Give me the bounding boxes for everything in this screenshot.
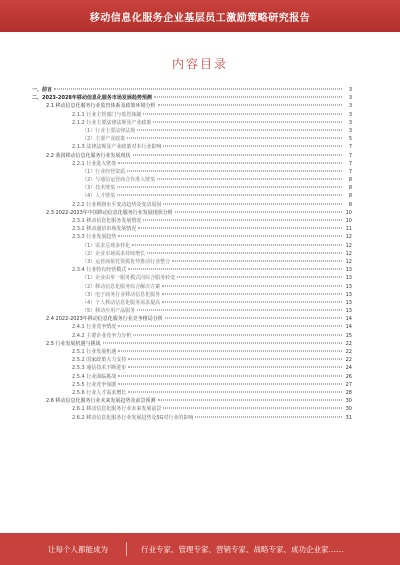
toc-entry-page: 13 [345,299,352,306]
toc-leader-dots [118,375,342,376]
toc-leader-dots [103,342,342,343]
toc-entry[interactable] [32,291,352,299]
toc-entry-text: 2.2.2 行业利润水平变动趋势及变动原因 [72,201,162,208]
toc-leader-dots [137,129,342,130]
toc-entry-page: 8 [348,201,352,208]
toc-entry-text: 2.3 2022-2023年中国移动信息化服务行业发展现状分析 [46,209,173,216]
toc-entry-text: 2.1.1 行业主管部门与监管体制 [72,111,142,118]
toc-entry[interactable] [32,397,352,405]
toc-entry-page: 3 [348,87,352,93]
toc-entry-text: （2）企业市场需求持续增长 [82,250,146,257]
toc-entry-text: 2.5.2 国家政策大力支持 [72,357,127,364]
footer-slogan-left: 让每个人都能成为 [48,544,108,554]
toc-entry-text: 2.1 移动信息化服务行业监管体系及政策环境分析 [46,103,156,110]
toc-entry[interactable] [32,184,352,192]
toc-entry-page: 3 [348,103,352,110]
toc-entry-page: 22 [345,357,352,364]
toc-entry-page: 8 [348,177,352,184]
toc-entry-text: 2.5 行业发展机遇与挑战 [46,340,101,347]
toc-entry[interactable] [32,381,352,389]
toc-entry-page: 13 [345,283,352,290]
toc-entry[interactable] [32,307,352,315]
toc-entry-text: （1）行业主要法律法规 [82,127,136,134]
toc-leader-dots [117,187,342,188]
toc-entry-page: 12 [345,242,352,249]
toc-entry[interactable] [32,356,352,364]
toc-entry[interactable] [32,250,352,258]
toc-entry-text: （2）与通信运营商合作准入壁垒 [82,177,156,184]
toc-leader-dots [132,244,342,245]
toc-entry[interactable] [32,127,352,135]
toc-entry-text: （1）行业经营资质 [82,168,126,175]
toc-leader-dots [118,383,342,384]
toc-entry[interactable] [32,258,352,266]
toc-entry[interactable] [32,299,352,307]
toc-entry-text: 2.4.2 主要企业竞争力分析 [72,332,132,339]
toc-entry[interactable] [32,283,352,291]
toc-entry-text: 2.6.1 移动信息化服务行业未来发展前景 [72,406,162,413]
footer-slogan-right: 行业专家、管理专家、营销专家、战略专家、成功企业家…… [141,544,344,554]
toc-entry-page: 15 [345,332,352,339]
toc-entry-text: （3）电子商务行业移动信息化服务 [82,291,161,298]
toc-leader-dots [128,367,342,368]
toc-entry-text: 二、2023-2028年移动信息化服务市场发展趋势预测 [32,95,152,102]
toc-entry-text: 2.5.5 行业竞争加剧 [72,381,117,388]
toc-entry[interactable] [32,168,352,176]
footer-banner [0,533,400,565]
toc-entry-text: （2）移动信息化服务综合解决方案 [82,283,161,290]
toc-entry-text: 2.2 我国移动信息化服务行业发展现状 [46,152,131,159]
toc-entry[interactable] [32,111,352,119]
toc-leader-dots [195,416,342,417]
toc-leader-dots [154,97,342,98]
toc-leader-dots [137,310,342,311]
toc-leader-dots [163,203,342,204]
toc-entry-text: 2.2.1 行业进入壁垒 [72,160,117,167]
toc-entry[interactable] [32,152,352,160]
toc-entry[interactable] [32,86,352,94]
toc-entry[interactable] [32,135,352,143]
toc-entry-text: （4）人才壁垒 [82,193,116,200]
toc-entry-page: 3 [348,111,352,118]
toc-leader-dots [143,113,342,114]
toc-entry[interactable] [32,340,352,348]
toc-entry-page: 3 [348,127,352,134]
toc-entry[interactable] [32,225,352,233]
toc-entry[interactable] [32,217,352,225]
toc-entry-text: 2.5.4 行业面临挑战 [72,373,117,380]
toc-entry-page: 13 [345,308,352,315]
toc-entry[interactable] [32,323,352,331]
toc-entry-text: 2.3.3 行业发展趋势 [72,234,117,241]
toc-entry-page: 8 [348,193,352,200]
toc-entry[interactable] [32,209,352,217]
toc-entry[interactable] [32,405,352,413]
toc-entry-text: 2.6 移动信息化服务行业未来发展趋势及前景预测 [46,398,156,405]
toc-entry-page: 12 [345,250,352,257]
toc-leader-dots [117,195,342,196]
toc-leader-dots [163,146,342,147]
toc-leader-dots [175,211,342,212]
toc-entry-text: 2.1.2 行业主要法律法规及产业政策 [72,119,152,126]
toc-entry[interactable] [32,274,352,282]
toc-entry-page: 3 [348,95,352,102]
toc-entry-text: （1）企业由单一服务模式向综合服务转变 [82,275,176,282]
toc-entry[interactable] [32,373,352,381]
toc-entry-page: 7 [348,152,352,159]
toc-entry-text: （2）主要产业政策 [82,136,126,143]
toc-leader-dots [157,179,342,180]
toc-entry[interactable] [32,119,352,127]
toc-leader-dots [118,326,342,327]
toc-entry-text: （5）移动应用产品服务 [82,308,136,315]
toc-entry-page: 22 [345,349,352,355]
toc-entry-text: 一、前言 [32,87,53,93]
toc-leader-dots [118,162,342,163]
toc-entry-page: 14 [345,324,352,331]
toc-entry-page: 13 [345,275,352,282]
toc-entry-page: 30 [345,406,352,413]
toc-leader-dots [162,293,342,294]
toc-entry-page: 11 [345,226,352,233]
toc-entry-text: 2.3.1 移动信息化服务发展情况 [72,218,142,224]
toc-leader-dots [118,236,342,237]
table-of-contents [32,86,352,422]
toc-entry[interactable] [32,176,352,184]
toc-leader-dots [158,105,342,106]
toc-entry-text: 2.1.3 法律法规及产业政策对本行业影响 [72,144,162,151]
toc-entry[interactable] [32,315,352,323]
toc-entry-text: 2.4 2022-2023年移动信息化服务行业竞争格局分析 [46,316,163,323]
toc-entry-page: 5 [348,136,352,143]
toc-entry[interactable] [32,192,352,200]
toc-entry-page: 13 [345,291,352,298]
toc-entry[interactable] [32,414,352,422]
toc-entry[interactable] [32,389,352,397]
toc-entry-text: （1）需求呈现多样化 [82,242,131,249]
toc-leader-dots [143,220,342,221]
header-banner [0,0,400,32]
toc-leader-dots [133,154,342,155]
toc-heading: 内容目录 [171,57,228,71]
toc-entry[interactable] [32,94,352,102]
toc-entry[interactable] [32,332,352,340]
toc-entry-page: 7 [348,160,352,167]
toc-entry[interactable] [32,242,352,250]
toc-leader-dots [128,391,342,392]
toc-entry[interactable] [32,102,352,110]
toc-leader-dots [127,138,342,139]
toc-leader-dots [162,285,342,286]
toc-entry-text: 2.3.2 移动通信市场发展情况 [72,226,137,233]
toc-entry-page: 14 [345,316,352,323]
toc-entry-page: 7 [348,144,352,151]
toc-leader-dots [127,170,342,171]
toc-entry[interactable] [32,201,352,209]
toc-entry-page: 8 [348,185,352,192]
toc-entry-page: 12 [345,258,352,265]
toc-entry-page: 12 [345,234,352,241]
toc-leader-dots [162,301,342,302]
toc-leader-dots [54,89,342,90]
toc-entry-text: （3）运营商依托资源优势推动行业整合 [82,258,171,265]
toc-entry-page: 7 [348,168,352,175]
toc-leader-dots [165,318,342,319]
toc-entry-text: （3）技术壁垒 [82,185,116,192]
toc-leader-dots [118,351,342,352]
toc-leader-dots [147,252,342,253]
toc-entry[interactable] [32,348,352,356]
toc-entry-page: 27 [345,381,352,388]
toc-entry-page: 3 [348,119,352,126]
toc-entry-text: 2.4.1 行业竞争情况 [72,324,117,331]
toc-entry-page: 10 [345,218,352,224]
toc-entry-text: 2.3.4 行业特有经营模式 [72,267,127,274]
toc-entry[interactable] [32,143,352,151]
toc-entry-page: 26 [345,373,352,380]
toc-entry-page: 30 [345,398,352,405]
toc-leader-dots [177,277,342,278]
toc-entry-page: 24 [345,365,352,372]
toc-entry-page: 13 [345,267,352,274]
toc-entry-page: 22 [345,340,352,347]
toc-leader-dots [153,121,342,122]
toc-leader-dots [128,269,342,270]
toc-entry-text: （4）个人移动信息化服务需求提高 [82,299,161,306]
toc-leader-dots [158,400,342,401]
toc-entry-page: 10 [345,209,352,216]
toc-entry-text: 2.5.1 行业发展机遇 [72,349,117,355]
toc-entry-page: 31 [345,414,352,421]
toc-entry-text: 2.5.6 行业人才需求增长 [72,389,127,396]
toc-leader-dots [138,228,342,229]
toc-entry[interactable] [32,266,352,274]
toc-entry[interactable] [32,233,352,241]
toc-entry-page: 28 [345,389,352,396]
toc-entry[interactable] [32,364,352,372]
document-title: 移动信息化服务企业基层员工激励策略研究报告 [89,12,311,24]
toc-leader-dots [163,408,342,409]
toc-leader-dots [172,260,342,261]
toc-entry[interactable] [32,160,352,168]
toc-leader-dots [128,359,342,360]
footer-divider [126,542,127,556]
toc-entry-text: 2.5.3 通信技术不断进步 [72,365,127,372]
toc-leader-dots [133,334,342,335]
toc-entry-text: 2.6.2 移动信息化服务行业发展趋势及5G对行业的影响 [72,414,194,421]
